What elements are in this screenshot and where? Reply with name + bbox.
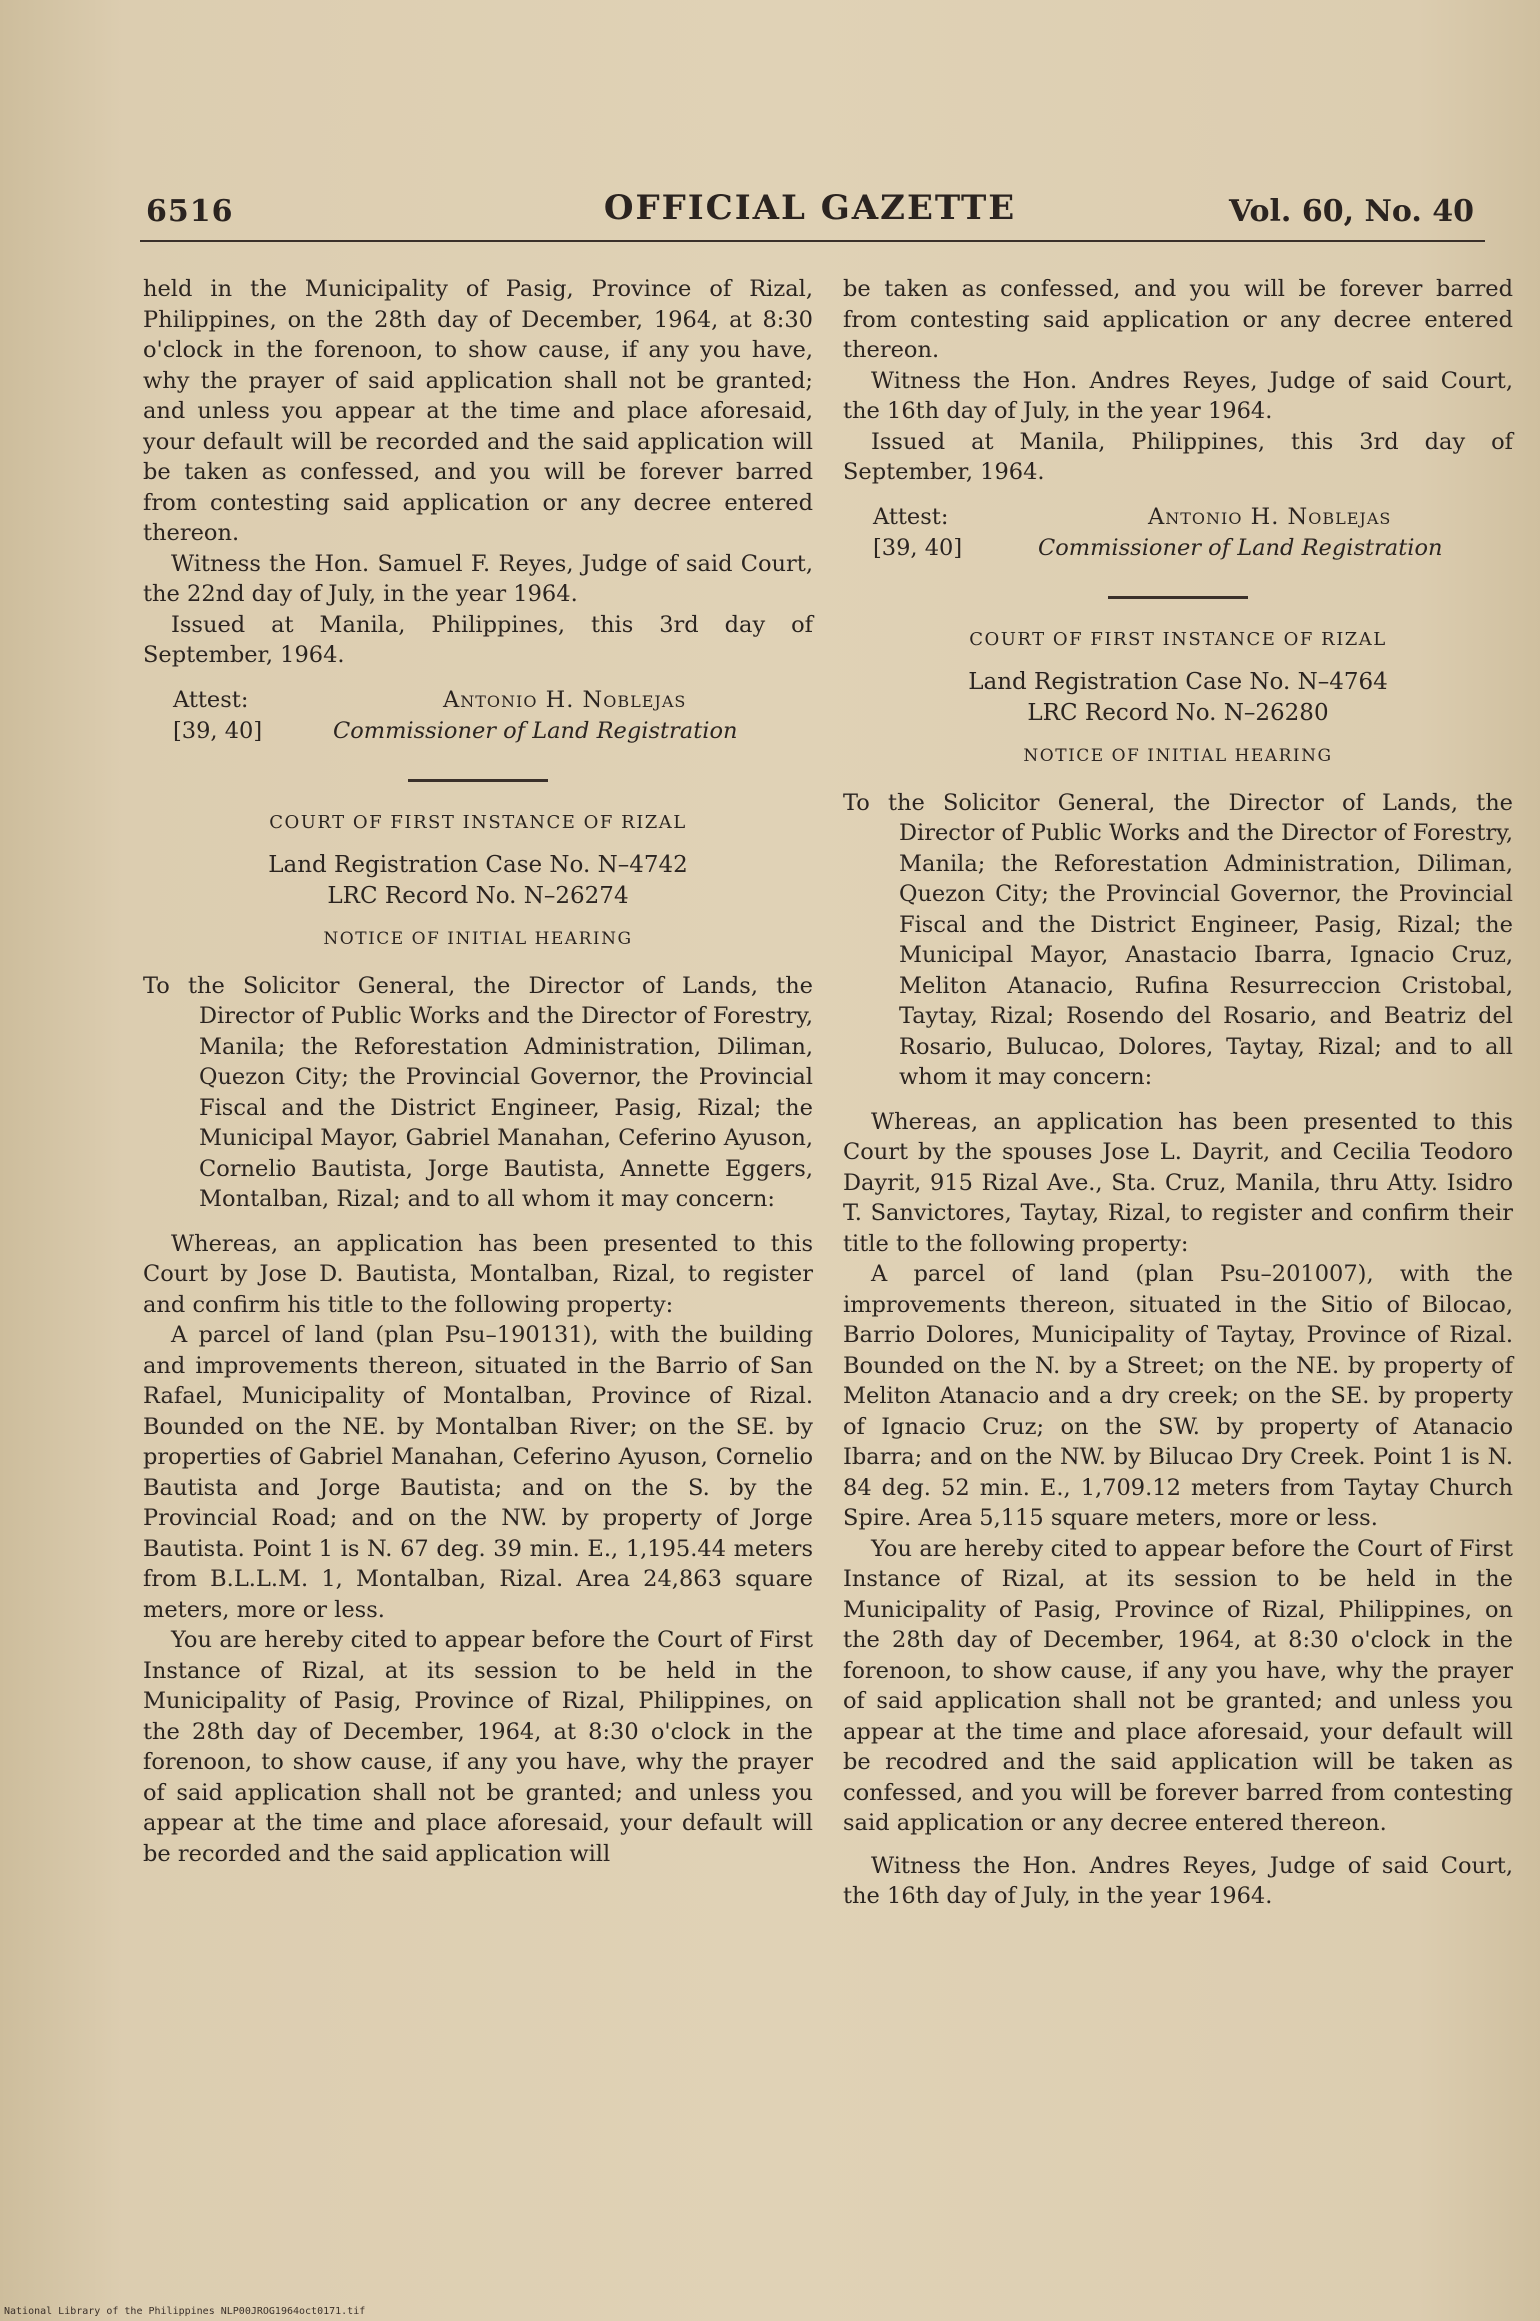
right-column xyxy=(843,274,1513,1912)
case-number: Land Registration Case No. N–4764 xyxy=(968,669,1388,695)
attest-role: Commissioner of Land Registration xyxy=(333,717,738,744)
attest-label: Attest: xyxy=(173,686,249,713)
volume-number: Vol. 60, No. 40 xyxy=(1229,194,1474,229)
section-divider xyxy=(408,779,548,782)
scan-source-footer: National Library of the Philippines NLP00JROG1964oct0171.tif xyxy=(4,2306,366,2317)
attest-name: Antonio H. Noblejas xyxy=(1148,503,1392,530)
attest-role: Commissioner of Land Registration xyxy=(1038,534,1443,561)
cited-paragraph: You are hereby cited to appear before the Court of First Instance of Rizal, at its session to be held in the Municipality of Pasig, Province of Rizal, Philippines, on the 28th day of December, 1964, at 8:30 o'clock in the forenoon, to show cause, if any you have, why the prayer of said application shall not be granted; and unless you appear at the time and place aforesaid, your default will be recorded and the said application will xyxy=(143,1627,813,1867)
lrc-record: LRC Record No. N–26280 xyxy=(1027,700,1329,726)
section-divider xyxy=(1108,596,1248,599)
addressees-paragraph: To the Solicitor General, the Director of Lands, the Director of Public Works and the Director of Forestry, Manila; the Reforestation Administration, Diliman, Quezon City; the Provincial Governor, the Provincial Fiscal and the District Engineer, Pasig, Rizal; the Municipal Mayor, Gabriel Manahan, Ceferino Ayuson, Cornelio Bautista, Jorge Bautista, Annette Eggers, Montalban, Rizal; and to all whom it may concern: xyxy=(143,972,813,1212)
continuation-paragraph: held in the Municipality of Pasig, Province of Rizal, Philippines, on the 28th day of December, 1964, at 8:30 o'clock in the forenoon, to show cause, if any you have, why the prayer of said application shall not be granted; and unless you appear at the time and place aforesaid, your default will be recorded and the said application will be taken as confessed, and you will be forever barred from contesting said application or any decree entered thereon. xyxy=(143,276,813,546)
addressees-paragraph: To the Solicitor General, the Director of Lands, the Director of Public Works and the Director of Forestry, Manila; the Reforestation Administration, Diliman, Quezon City; the Provincial Governor, the Provincial Fiscal and the District Engineer, Pasig, Rizal; the Municipal Mayor, Anastacio Ibarra, Ignacio Cruz, Meliton Atanacio, Rufina Resurreccion Cristobal, Taytay, Rizal; Rosendo del Rosario, and Beatriz del Rosario, Bulucao, Dolores, Taytay, Rizal; and to all whom it may concern: xyxy=(843,789,1513,1090)
issued-paragraph: Issued at Manila, Philippines, this 3rd day of September, 1964. xyxy=(843,428,1513,485)
case-number: Land Registration Case No. N–4742 xyxy=(268,852,688,878)
left-column xyxy=(143,274,813,1869)
issued-paragraph: Issued at Manila, Philippines, this 3rd day of September, 1964. xyxy=(143,611,813,668)
continuation-paragraph: be taken as confessed, and you will be forever barred from contesting said application or any decree entered thereon. xyxy=(843,276,1513,363)
attest-block xyxy=(143,685,813,749)
notice-heading: NOTICE OF INITIAL HEARING xyxy=(1023,746,1333,766)
witness-paragraph-2: Witness the Hon. Andres Reyes, Judge of said Court, the 16th day of July, in the year 1964. xyxy=(843,1852,1513,1909)
page-number: 6516 xyxy=(146,194,234,229)
publication-title: OFFICIAL GAZETTE xyxy=(603,188,1017,228)
attest-ref: [39, 40] xyxy=(873,534,963,561)
court-heading: COURT OF FIRST INSTANCE OF RIZAL xyxy=(269,811,687,833)
witness-paragraph: Witness the Hon. Andres Reyes, Judge of said Court, the 16th day of July, in the year 1964. xyxy=(843,367,1513,424)
attest-name: Antonio H. Noblejas xyxy=(443,686,687,713)
attest-ref: [39, 40] xyxy=(173,717,263,744)
court-heading: COURT OF FIRST INSTANCE OF RIZAL xyxy=(969,628,1387,650)
lrc-record: LRC Record No. N–26274 xyxy=(327,883,629,909)
notice-heading: NOTICE OF INITIAL HEARING xyxy=(323,929,633,949)
header-rule xyxy=(140,240,1485,242)
attest-block xyxy=(843,502,1513,566)
attest-label: Attest: xyxy=(873,503,949,530)
cited-paragraph: You are hereby cited to appear before the Court of First Instance of Rizal, at its session to be held in the Municipality of Pasig, Province of Rizal, Philippines, on the 28th day of December, 1964, at 8:30 o'clock in the forenoon, to show cause, if any you have, why the prayer of said application shall not be granted; and unless you appear at the time and place aforesaid, your default will be recodred and the said application will be taken as confessed, and you will be forever barred from contesting said application or any decree entered thereon. xyxy=(843,1535,1513,1836)
parcel-paragraph: A parcel of land (plan Psu–190131), with the building and improvements thereon, situated in the Barrio of San Rafael, Municipality of Montalban, Province of Rizal. Bounded on the NE. by Montalban River; on the SE. by properties of Gabriel Manahan, Ceferino Ayuson, Cornelio Bautista and Jorge Bautista; and on the S. by the Provincial Road; and on the NW. by property of Jorge Bautista. Point 1 is N. 67 deg. 39 min. E., 1,195.44 meters from B.L.L.M. 1, Montalban, Rizal. Area 24,863 square meters, more or less. xyxy=(143,1322,813,1623)
witness-paragraph: Witness the Hon. Samuel F. Reyes, Judge of said Court, the 22nd day of July, in the year 1964. xyxy=(143,550,813,607)
parcel-paragraph: A parcel of land (plan Psu–201007), with the improvements thereon, situated in the Sitio of Bilocao, Barrio Dolores, Municipality of Taytay, Province of Rizal. Bounded on the N. by a Street; on the NE. by property of Meliton Atanacio and a dry creek; on the SE. by property of Ignacio Cruz; on the SW. by property of Atanacio Ibarra; and on the NW. by Bilucao Dry Creek. Point 1 is N. 84 deg. 52 min. E., 1,709.12 meters from Taytay Church Spire. Area 5,115 square meters, more or less. xyxy=(843,1261,1513,1531)
whereas-paragraph: Whereas, an application has been presented to this Court by Jose D. Bautista, Montalban, Rizal, to register and confirm his title to the following property: xyxy=(143,1230,813,1318)
page-header xyxy=(140,186,1480,236)
whereas-paragraph: Whereas, an application has been presented to this Court by the spouses Jose L. Dayrit, and Cecilia Teodoro Dayrit, 915 Rizal Ave., Sta. Cruz, Manila, thru Atty. Isidro T. Sanvictores, Taytay, Rizal, to register and confirm their title to the following property: xyxy=(843,1108,1513,1257)
